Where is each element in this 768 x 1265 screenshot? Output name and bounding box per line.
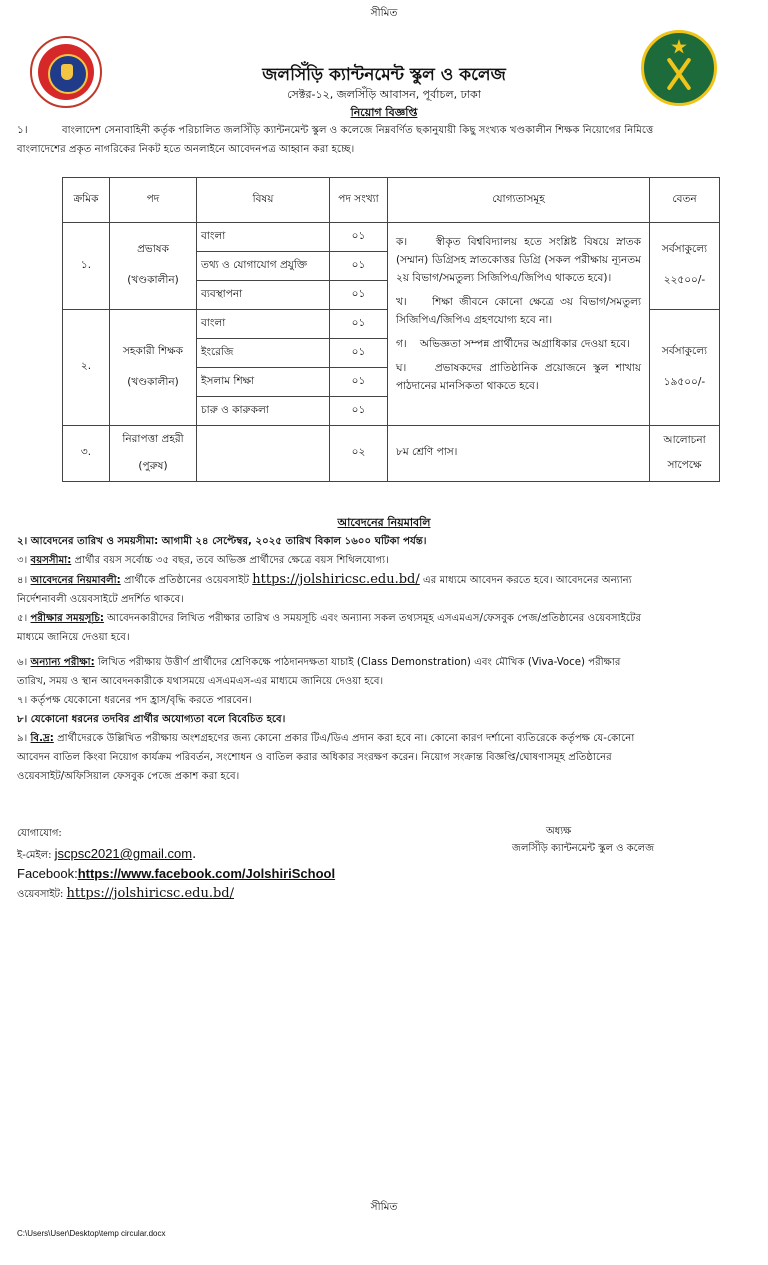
- rule-number: ৯।: [17, 733, 28, 744]
- count-cell: ০১: [330, 397, 388, 426]
- salary-amount: ১৯৫০০/-: [663, 375, 706, 388]
- qualification-cell: [388, 223, 650, 426]
- table-row: [63, 223, 720, 252]
- subject-cell: ইংরেজি: [197, 339, 330, 368]
- rule-7: ৭। কর্তৃপক্ষ যেকোনো ধরনের পদ হ্রাস/বৃদ্ধি করতে পারবেন।: [17, 695, 252, 706]
- website-link-footer[interactable]: https://jolshiricsc.edu.bd/: [66, 886, 234, 901]
- count-cell: ০২: [330, 426, 388, 482]
- salary-amount: সাপেক্ষে: [667, 458, 702, 471]
- qualification-item: গ। অভিজ্ঞতা সম্পন্ন প্রার্থীদের অগ্রাধিকার দেওয়া হবে।: [396, 338, 630, 350]
- rule-text: এর মাধ্যমে আবেদন করতে হবে। আবেদনের অন্যান্য: [419, 575, 632, 586]
- rules-list: [17, 532, 752, 786]
- header-salary: বেতন: [650, 178, 720, 223]
- rules-title: আবেদনের নিয়মাবলি: [337, 516, 431, 529]
- rule-number: ৫।: [17, 613, 28, 624]
- website-link[interactable]: https://jolshiricsc.edu.bd/: [252, 572, 420, 587]
- rule-number: ৩।: [17, 555, 28, 566]
- contact-label: যোগাযোগ:: [17, 828, 62, 839]
- salary-amount: ২২৫০০/-: [663, 274, 706, 286]
- salary-label: আলোচনা: [663, 433, 706, 446]
- classification-mark-bottom: সীমিত: [370, 1201, 398, 1213]
- rule-heading: বয়সসীমা:: [30, 555, 72, 566]
- header-serial: ক্রমিক: [63, 178, 110, 223]
- qualification-item: খ। শিক্ষা জীবনে কোনো ক্ষেত্রে ৩য় বিভাগ/সমতুল্য সিজিপিএ/জিপিএ গ্রহণযোগ্য হবে না।: [396, 296, 641, 326]
- rule-heading: পরীক্ষার সময়সূচি:: [30, 613, 104, 624]
- signature-title: অধ্যক্ষ: [546, 826, 572, 837]
- rule-5: [17, 609, 752, 628]
- email-label: ই-মেইল:: [17, 850, 55, 861]
- post-type: (পুরুষ): [138, 459, 168, 472]
- salary-cell: [650, 426, 720, 482]
- subject-cell: চারু ও কারুকলা: [197, 397, 330, 426]
- salary-label: সর্বসাকুল্যে: [661, 344, 708, 357]
- qualification-item: ঘ। প্রভাষকদের প্রাতিষ্ঠানিক প্রয়োজনে স্কুল শাখায় পাঠদানের মানসিকতা থাকতে হবে।: [396, 362, 641, 392]
- rule-9-line-3: ওয়েবসাইট/অফিসিয়াল ফেসবুক পেজে প্রকাশ করা হবে।: [17, 771, 240, 782]
- post-cell: [110, 310, 197, 426]
- post-name: সহকারী শিক্ষক: [122, 344, 184, 357]
- header-post: পদ: [110, 178, 197, 223]
- serial-cell: ১.: [63, 223, 110, 310]
- qualification-cell-guard: ৮ম শ্রেণি পাস।: [388, 426, 650, 482]
- count-cell: ০১: [330, 310, 388, 339]
- email-link[interactable]: jscpsc2021@gmail.com: [54, 846, 193, 861]
- rule-text: প্রার্থীর বয়স সর্বোচ্চ ৩৫ বছর, তবে অভিজ্ঞ প্রার্থীদের ক্ষেত্রে বয়স শিথিলযোগ্য।: [71, 555, 389, 566]
- website-label: ওয়েবসাইট:: [17, 889, 67, 900]
- rule-text: প্রার্থীদেরকে উল্লিখিত পরীক্ষায় অংশগ্রহণের জন্য কোনো প্রকার টিএ/ডিএ প্রদান করা হবে না। কোনো কারণ দর্শানো ব্যতিরেকে কর্তৃপক্ষ যে-কোনো: [53, 733, 635, 744]
- rule-9-line-2: আবেদন বাতিল কিংবা নিয়োগ কার্যক্রম পরিবর্তন, সংশোধন ও বাতিল করার অধিকার সংরক্ষণ করেন। নিয়োগ সংক্রান্ত বিজ্ঞপ্তি/ঘোষণাসমূহ প্রতিষ্ঠানের: [17, 752, 612, 763]
- header-count: পদ সংখ্যা: [330, 178, 388, 223]
- subject-cell: ইসলাম শিক্ষা: [197, 368, 330, 397]
- contact-facebook: [17, 866, 335, 881]
- rule-9: [17, 729, 752, 748]
- intro-line-2: বাংলাদেশের প্রকৃত নাগরিকের নিকট হতে অনলাইনে আবেদনপত্র আহ্বান করা হচ্ছে।: [17, 144, 355, 155]
- institution-address: সেক্টর-১২, জলসিঁড়ি আবাসন, পূর্বাচল, ঢাকা: [287, 88, 481, 101]
- rule-6: [17, 653, 752, 672]
- table-header-row: [63, 178, 720, 223]
- post-cell: [110, 223, 197, 310]
- post-cell: [110, 426, 197, 482]
- qualification-item: ক। স্বীকৃত বিশ্ববিদ্যালয় হতে সংশ্লিষ্ট বিষয়ে স্নাতক (সম্মান) ডিগ্রিসহ স্নাতকোত্তর ডিগ্রি (সকল পরীক্ষায় ন্যূনতম ২য় বিভাগ/সমতুল্য সিজিপিএ/জিপিএ থাকতে হবে)।: [396, 236, 641, 284]
- rule-4-line-2: নির্দেশনাবলী ওয়েবসাইটে প্রদর্শিত থাকবে।: [17, 594, 184, 605]
- header-qualification: যোগ্যতাসমূহ: [388, 178, 650, 223]
- salary-cell: [650, 223, 720, 310]
- file-path: C:\Users\User\Desktop\temp circular.docx: [17, 1229, 166, 1238]
- rule-8: ৮। যেকোনো ধরনের তদবির প্রার্থীর অযোগ্যতা বলে বিবেচিত হবে।: [17, 714, 286, 725]
- facebook-link[interactable]: https://www.facebook.com/JolshiriSchool: [77, 866, 336, 881]
- subject-cell: বাংলা: [197, 223, 330, 252]
- rule-6-line-2: তারিখ, সময় ও স্থান আবেদনকারীকে যথাসময়ে এসএমএস-এর মাধ্যমে জানিয়ে দেওয়া হবে।: [17, 676, 384, 687]
- subject-cell: বাংলা: [197, 310, 330, 339]
- rule-text: আবেদনকারীদের লিখিত পরীক্ষার তারিখ ও সময়সূচি এবং অন্যান্য সকল তথ্যসমূহ এসএমএস/ফেসবুক পেজ/প্রতিষ্ঠানের ওয়েবসাইটের: [103, 613, 642, 624]
- contact-email: [17, 846, 196, 865]
- job-table: [62, 177, 720, 482]
- count-cell: ০১: [330, 252, 388, 281]
- facebook-label: Facebook:: [17, 866, 78, 881]
- rule-number: ৬।: [17, 657, 28, 668]
- rule-heading: অন্যান্য পরীক্ষা:: [30, 657, 95, 668]
- subject-cell: [197, 426, 330, 482]
- post-name: প্রভাষক: [137, 243, 169, 255]
- rule-heading: বি.দ্র:: [30, 733, 54, 744]
- rule-5-line-2: মাধ্যমে জানিয়ে দেওয়া হবে।: [17, 632, 130, 643]
- count-cell: ০১: [330, 368, 388, 397]
- rule-2: ২। আবেদনের তারিখ ও সময়সীমা: আগামী ২৪ সেপ্টেম্বর, ২০২৫ তারিখ বিকাল ১৬০০ ঘটিকা পর্যন্ত।: [17, 536, 427, 547]
- salary-label: সর্বসাকুল্যে: [661, 243, 708, 255]
- serial-cell: ২.: [63, 310, 110, 426]
- intro-line-1: বাংলাদেশ সেনাবাহিনী কর্তৃক পরিচালিত জলসিঁড়ি ক্যান্টনমেন্ট স্কুল ও কলেজে নিম্নবর্ণিত ছকানুযায়ী কিছু সংখ্যক খণ্ডকালীন শিক্ষক নিয়োগের নিমিত্তে: [62, 125, 654, 136]
- count-cell: ০১: [330, 223, 388, 252]
- serial-cell: ৩.: [63, 426, 110, 482]
- count-cell: ০১: [330, 281, 388, 310]
- rule-3: [17, 551, 752, 570]
- rule-text: লিখিত পরীক্ষায় উত্তীর্ণ প্রার্থীদের শ্রেণিকক্ষে পাঠদানদক্ষতা যাচাই (Class Demonstration) এবং মৌখিক (Viva-Voce) পরীক্ষার: [94, 657, 621, 668]
- post-name: নিরাপত্তা প্রহরী: [122, 432, 184, 445]
- subject-cell: ব্যবস্থাপনা: [197, 281, 330, 310]
- email-suffix: .: [192, 847, 197, 862]
- rule-number: ৪।: [17, 575, 28, 586]
- subject-cell: তথ্য ও যোগাযোগ প্রযুক্তি: [197, 252, 330, 281]
- rule-text: প্রার্থীকে প্রতিষ্ঠানের ওয়েবসাইট: [120, 575, 253, 586]
- institution-name: জলসিঁড়ি ক্যান্টনমেন্ট স্কুল ও কলেজ: [262, 65, 506, 85]
- contact-website: [17, 886, 234, 904]
- notice-title: নিয়োগ বিজ্ঞপ্তি: [350, 106, 418, 119]
- signature-org: জলসিঁড়ি ক্যান্টনমেন্ট স্কুল ও কলেজ: [512, 843, 655, 854]
- rule-4: [17, 570, 752, 590]
- count-cell: ০১: [330, 339, 388, 368]
- post-type: (খণ্ডকালীন): [127, 274, 179, 286]
- post-type: (খণ্ডকালীন): [127, 375, 179, 388]
- intro-number: ১।: [17, 124, 28, 136]
- classification-mark-top: সীমিত: [370, 7, 398, 19]
- rule-heading: আবেদনের নিয়মাবলী:: [30, 575, 121, 586]
- header-subject: বিষয়: [197, 178, 330, 223]
- salary-cell: [650, 310, 720, 426]
- table-row: [63, 426, 720, 482]
